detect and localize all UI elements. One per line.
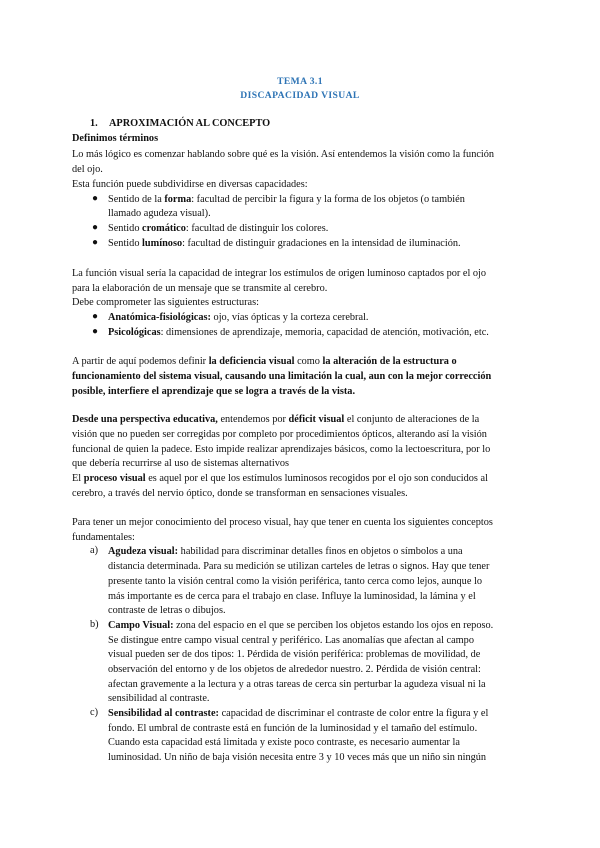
list-item-line: presente tanto la visión central como la visión periférica, tanto cerca como lejos, aunque lo xyxy=(108,576,482,587)
paragraph-line: para la elaboración de un mensaje que se transmite al cerebro. xyxy=(72,283,328,294)
list-item: Campo Visual: zona del espacio en el que se perciben los objetos estando los ojos en reposo. xyxy=(108,620,494,631)
list-item-line: distancia determinada. Para su medición se utilizan carteles de letras o signos. Hay que tener xyxy=(108,561,490,572)
list-item-line: afectan gravemente a la lectura y a otras tareas de cerca sin perturbar la agudeza visual ni la xyxy=(108,679,486,690)
section-heading: APROXIMACIÓN AL CONCEPTO xyxy=(109,118,271,129)
document-title: TEMA 3.1 xyxy=(277,76,323,87)
bullet-icon: ● xyxy=(92,193,99,204)
section-number: 1. xyxy=(90,118,98,129)
paragraph-line: Lo más lógico es comenzar hablando sobre qué es la visión. Así entendemos la visión como la función xyxy=(72,149,495,160)
bullet-icon: ● xyxy=(92,311,99,322)
list-item-line: luminosidad. Un niño de baja visión necesita entre 3 y 10 veces más que un niño sin ningún xyxy=(108,752,487,763)
bullet-icon: ● xyxy=(92,222,99,233)
bullet-item: Psicológicas: dimensiones de aprendizaje, memoria, capacidad de atención, motivación, etc. xyxy=(108,327,489,338)
list-item-line: contraste de letras o dibujos. xyxy=(108,605,226,616)
paragraph-line: del ojo. xyxy=(72,164,103,175)
paragraph-line: Para tener un mejor conocimiento del proceso visual, hay que tener en cuenta los siguientes conceptos xyxy=(72,517,493,528)
subheading: Definimos términos xyxy=(72,133,159,144)
paragraph-line: cerebro, a través del nervio óptico, donde se transforman en sensaciones visuales. xyxy=(72,488,408,499)
bullet-icon: ● xyxy=(92,237,99,248)
paragraph-line: visión que no pueden ser corregidas por completo por procedimientos ópticos, alterando así la visión xyxy=(72,429,487,440)
list-item-line: Cuando esta capacidad está limitada y existe poco contraste, es necesario aumentar la xyxy=(108,737,460,748)
list-item-line: observación del entorno y de los objetos de alrededor nuestro. 2. Pérdida de visión central: xyxy=(108,664,481,675)
list-label: b) xyxy=(90,619,99,630)
paragraph-line: fundamentales: xyxy=(72,532,135,543)
bullet-item: Sentido de la forma: facultad de percibir la figura y la forma de los objetos (o también xyxy=(108,194,465,205)
paragraph-line: El proceso visual es aquel por el que los estímulos luminosos recogidos por el ojo son conducidos al xyxy=(72,473,488,484)
paragraph-line: A partir de aquí podemos definir la deficiencia visual como la alteración de la estructura o xyxy=(72,356,457,367)
list-item-line: visual pueden ser de dos tipos: 1. Pérdida de visión periférica: problemas de movilidad, de xyxy=(108,649,481,660)
list-item: Agudeza visual: habilidad para discriminar detalles finos en objetos o símbolos a una xyxy=(108,546,463,557)
list-item-line: fondo. El umbral de contraste está en función de la luminosidad y el tamaño del estímulo. xyxy=(108,723,478,734)
list-item-line: más importante es de cerca para el trabajo en clase. Influye la luminosidad, la lámina y el xyxy=(108,591,476,602)
document-subtitle: DISCAPACIDAD VISUAL xyxy=(240,90,360,101)
paragraph-line: posible, interfiere el aprendizaje que se logra a través de la vista. xyxy=(72,386,356,397)
paragraph-line: Esta función puede subdividirse en diversas capacidades: xyxy=(72,179,308,190)
list-label: c) xyxy=(90,707,98,718)
list-item-line: Se distingue entre campo visual central y periférico. Las anomalías que afectan al campo xyxy=(108,635,474,646)
paragraph-line: que debería recurrirse al uso de sistemas alternativos xyxy=(72,458,290,469)
list-item-line: sensibilidad al contraste. xyxy=(108,693,210,704)
bullet-item-continuation: llamado agudeza visual). xyxy=(108,208,211,219)
list-item: Sensibilidad al contraste: capacidad de discriminar el contraste de color entre la figura y el xyxy=(108,708,489,719)
bullet-item: Sentido cromático: facultad de distinguir los colores. xyxy=(108,223,329,234)
bullet-item: Anatómica-fisiológicas: ojo, vías ópticas y la corteza cerebral. xyxy=(108,312,369,323)
paragraph-line: Debe comprometer las siguientes estructuras: xyxy=(72,297,259,308)
bullet-icon: ● xyxy=(92,326,99,337)
paragraph-line: funcionamiento del sistema visual, causando una limitación la cual, aun con la mejor corrección xyxy=(72,371,492,382)
paragraph-line: funcional de quien la padece. Esto impide realizar aprendizajes básicos, como la lectoescritura, por lo xyxy=(72,444,491,455)
list-label: a) xyxy=(90,545,98,556)
bullet-item: Sentido lumínoso: facultad de distinguir gradaciones en la intensidad de iluminación. xyxy=(108,238,461,249)
paragraph-line: Desde una perspectiva educativa, entendemos por déficit visual el conjunto de alteraciones de la xyxy=(72,414,480,425)
paragraph-line: La función visual sería la capacidad de integrar los estímulos de origen luminoso captados por el ojo xyxy=(72,268,487,279)
